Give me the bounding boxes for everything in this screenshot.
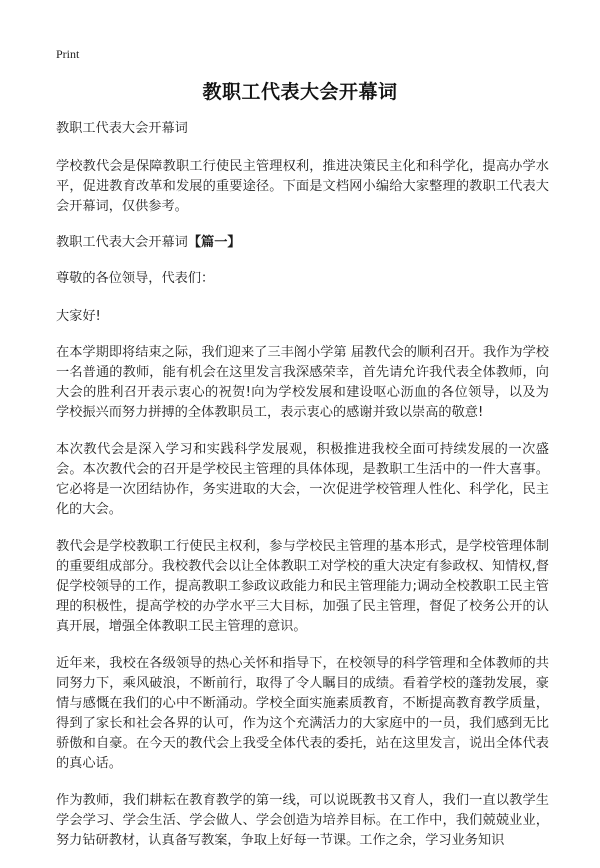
section-heading-marker: 【篇一】 bbox=[187, 235, 241, 250]
document-body bbox=[56, 119, 549, 868]
section-heading bbox=[56, 233, 549, 253]
print-label: Print bbox=[56, 47, 80, 61]
salutation-line: 大家好! bbox=[56, 309, 101, 324]
greeting-line: 尊敬的各位领导，代表们： bbox=[56, 271, 215, 286]
page-title: 教职工代表大会开幕词 bbox=[202, 81, 398, 103]
intro-paragraph: 学校教代会是保障教职工行使民主管理权利，推进决策民主化和科学化，提高办学水平，促进教育改革和发展的重要途径。下面是文档网小编给大家整理的教职工代表大会开幕词，仅供参考。 bbox=[56, 159, 549, 214]
body-paragraph: 在本学期即将结束之际，我们迎来了三丰阁小学第 届教代会的顺利召开。我作为学校一名普通的教师，能有机会在这里发言我深感荣幸，首先请允许我代表全体教师，向大会的胜利召开表示衷心的祝贺!向为学校发展和建设呕心沥血的各位领导，以及为学校振兴而努力拼搏的全体教职员工，表示衷心的感谢并致以崇高的敬意! bbox=[56, 345, 549, 420]
document-subtitle: 教职工代表大会开幕词 bbox=[56, 121, 188, 136]
body-paragraph: 作为教师，我们耕耘在教育教学的第一线，可以说既教书又育人，我们一直以教学生学会学习、学会生活、学会做人、学会创造为培养目标。在工作中，我们兢兢业业，努力钻研教材，认真备写教案，争取上好每一节课。工作之余，学习业务知识 bbox=[56, 793, 549, 848]
section-heading-text: 教职工代表大会开幕词 bbox=[56, 235, 188, 250]
body-paragraph: 近年来，我校在各级领导的热心关怀和指导下，在校领导的科学管理和全体教师的共同努力下，乘风破浪，不断前行，取得了令人瞩目的成绩。看着学校的蓬勃发展，豪情与感慨在我们的心中不断涌动。学校全面实施素质教育，不断提高教育教学质量，得到了家长和社会各界的认可，作为这个充满活力的大家庭中的一员，我们感到无比骄傲和自豪。在今天的教代会上我受全体代表的委托，站在这里发言，说出全体代表的真心话。 bbox=[56, 656, 549, 771]
body-paragraph: 教代会是学校教职工行使民主权利，参与学校民主管理的基本形式，是学校管理体制的重要组成部分。我校教代会以让全体教职工对学校的重大决定有参政权、知情权,督促学校领导的工作，提高教职工参政议政能力和民主管理能力;调动全校教职工民主管理的积极性，提高学校的办学水平三大目标，加强了民主管理，督促了校务公开的认真开展，增强全体教职工民主管理的意识。 bbox=[56, 539, 549, 634]
body-paragraph: 本次教代会是深入学习和实践科学发展观，积极推进我校全面可持续发展的一次盛会。本次教代会的召开是学校民主管理的具体体现，是教职工生活中的一件大喜事。它必将是一次团结协作，务实进取的大会，一次促进学校管理人性化、科学化，民主化的大会。 bbox=[56, 442, 549, 517]
